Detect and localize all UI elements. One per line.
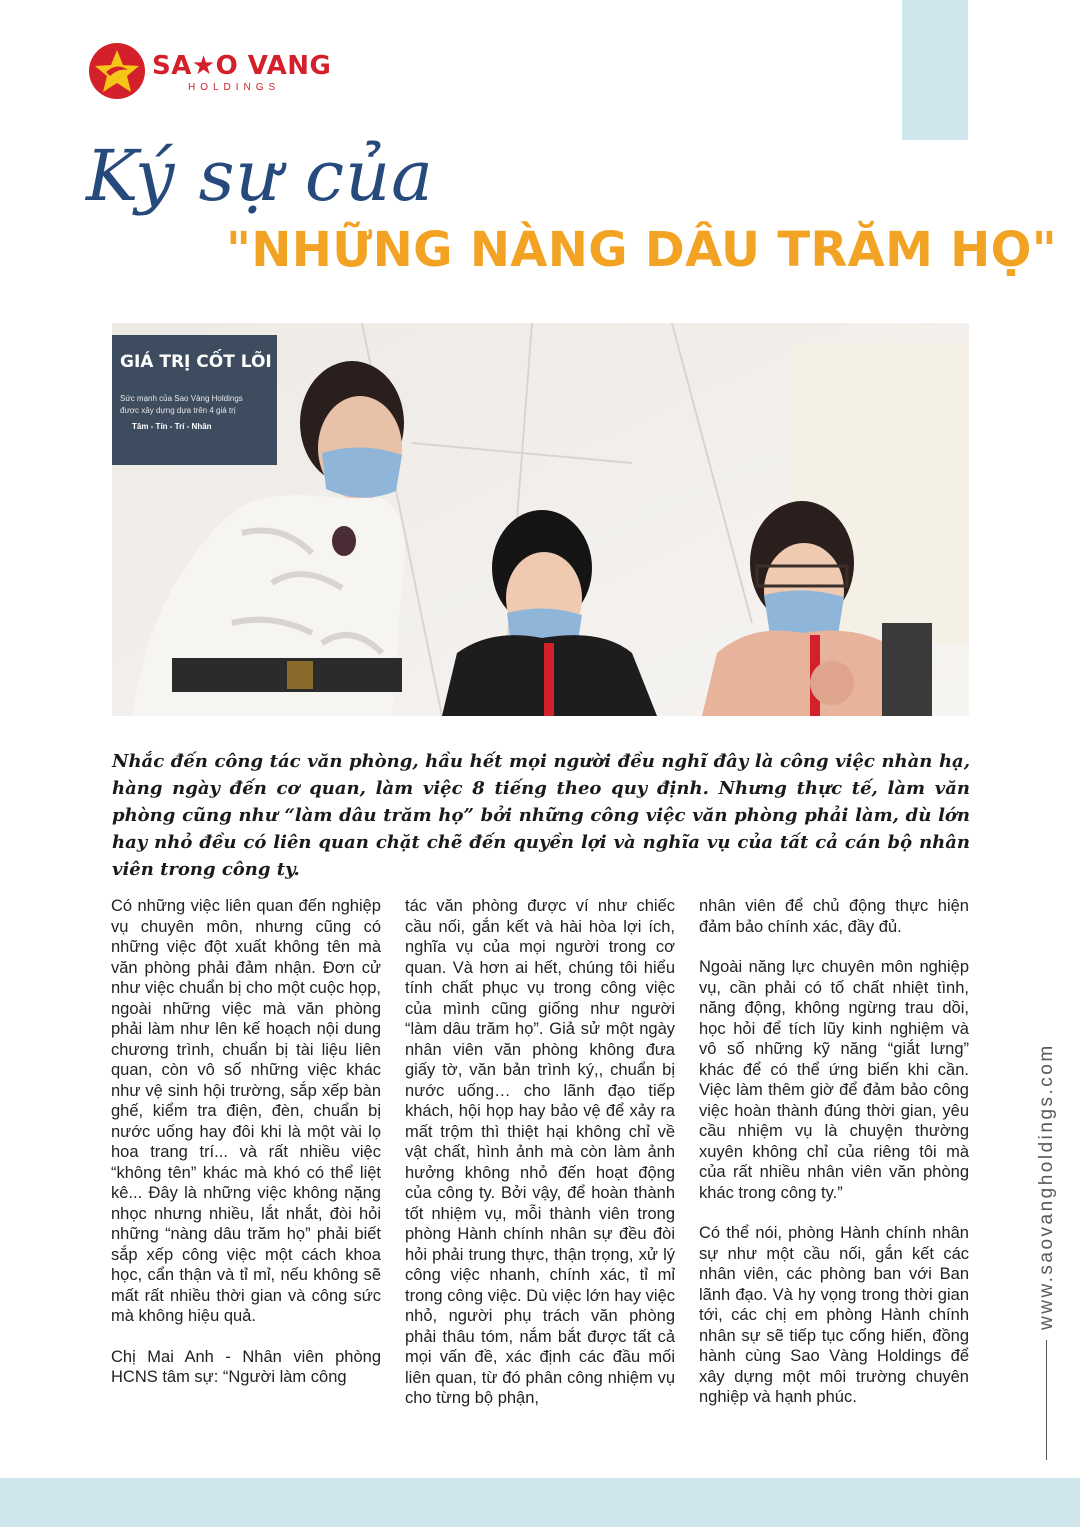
column-3-paragraph-2: Ngoài năng lực chuyên môn nghiệp vụ, cần phải có tố chất nhiệt tình, năng động, không ngừng trau dồi, học hỏi để tích lũy kinh nghiệm và vô số những kỹ năng “giắt lưng” khác để có thể ứng biến khi cần. Việc làm thêm giờ để đảm bảo công việc hoàn thành đúng thời gian, yêu cầu nhiệm vụ là chuyện thường xuyên không chỉ của riêng tôi mà của rất nhiều nhân viên văn phòng khác trong công ty.” [699, 958, 969, 1202]
column-2-paragraph-1: tác văn phòng được ví như chiếc cầu nối, gắn kết và hài hòa lợi ích, nghĩa vụ của mọi người trong cơ quan. Và hơn ai hết, chúng tôi hiểu tính chất phục vụ trong công việc của mình cũng giống như người “làm dâu trăm họ”. Giả sử một ngày nhân viên văn phòng không đưa giấy tờ, văn bản trình ký,, chuẩn bị nước uống… cho lãnh đạo tiếp khách, hội họp hay bảo vệ để xảy ra mất trộm thì thiệt hại không chỉ về vật chất, hình ảnh mà còn làm ảnh hưởng không nhỏ đến hoạt động của công ty. Bởi vậy, để hoàn thành tốt nhiệm vụ, mỗi thành viên trong phòng Hành chính nhân sự đều đòi hỏi phải trung thực, thận trọng, xử lý công việc nhanh, chính xác, tỉ mỉ trong công việc. Dù việc lớn hay việc nhỏ, người phụ trách văn phòng phải thâu tóm, nắm bắt được tất cả mọi vấn đề, xác định các đầu mối liên quan, từ đó phân công nhiệm vụ cho từng bộ phận, [405, 897, 675, 1407]
article-column-1 [111, 896, 381, 1408]
office-photo [112, 323, 969, 716]
column-1-paragraph-2: Chị Mai Anh - Nhân viên phòng HCNS tâm sự: “Người làm công [111, 1347, 381, 1386]
bottom-accent-band [0, 1478, 1080, 1527]
column-3-paragraph-3: Có thể nói, phòng Hành chính nhân sự như một cầu nối, gắn kết các nhân viên, các phòng ban với Ban lãnh đạo. Và hy vọng trong thời gian tới, các chị em phòng Hành chính nhân sự sẽ tiếp tục cống hiến, đồng hành cùng Sao Vàng Holdings để xây dựng một môi trường chuyên nghiệp và hạnh phúc. [699, 1224, 969, 1406]
website-divider [1046, 1340, 1047, 1460]
brand-subtitle: HOLDINGS [188, 82, 281, 93]
article-column-2 [405, 896, 675, 1429]
column-1-paragraph-1: Có những việc liên quan đến nghiệp vụ chuyên môn, nhưng cũng có những việc đột xuất không tên mà văn phòng phải đảm nhận. Đơn cử như việc chuẩn bị cho một cuộc họp, ngoài những việc mà văn phòng phải làm như lên kế hoạch nội dung chương trình, chuẩn bị tài liệu liên quan, còn vô số những việc khác như vệ sinh hội trường, sắp xếp bàn ghế, kiểm tra điện, đèn, chuẩn bị nước uống hay đôi khi là một vài lọ hoa trang trí... và rất nhiều việc “không tên” khác mà khó có thể liệt kê... Đây là những việc không nặng nhọc nhưng nhiều, lắt nhắt, đòi hỏi những “nàng dâu trăm họ” phải biết sắp xếp công việc một cách khoa học, cẩn thận và tỉ mỉ, nếu không sẽ mất rất nhiều thời gian và công sức mà không hiệu quả. [111, 897, 381, 1325]
lead-paragraph: Nhắc đến công tác văn phòng, hầu hết mọi người đều nghĩ đây là công việc nhàn hạ, hàng ngày đến cơ quan, làm việc 8 tiếng theo quy định. Nhưng thực tế, làm văn phòng cũng như “làm dâu trăm họ” bởi những công việc văn phòng phải làm, dù lớn hay nhỏ đều có liên quan chặt chẽ đến quyền lợi và nghĩa vụ của tất cả cán bộ nhân viên trong công ty. [112, 751, 970, 880]
sign-line-3: Tâm - Tín - Trí - Nhân [132, 422, 212, 431]
sign-line-2: được xây dựng dựa trên 4 giá trị [120, 406, 236, 415]
website-url[interactable] [1036, 1043, 1066, 1343]
title-script: Ký sự của [86, 135, 434, 217]
top-accent-block [902, 0, 968, 140]
brand-logo [88, 42, 332, 102]
sign-title: GIÁ TRỊ CỐT LÕI [120, 352, 272, 372]
page-title: "NHỮNG NÀNG DÂU TRĂM HỌ" [226, 222, 1058, 278]
article-column-3 [699, 896, 969, 1428]
website-text[interactable]: www.saovangholdings.com [1036, 1043, 1057, 1330]
column-3-paragraph-1: nhân viên để chủ động thực hiện đảm bảo chính xác, đầy đủ. [699, 897, 969, 936]
brand-name: SA★O VANG [152, 51, 332, 81]
sign-line-1: Sức mạnh của Sao Vàng Holdings [120, 394, 243, 403]
star-logo-icon [88, 42, 146, 100]
